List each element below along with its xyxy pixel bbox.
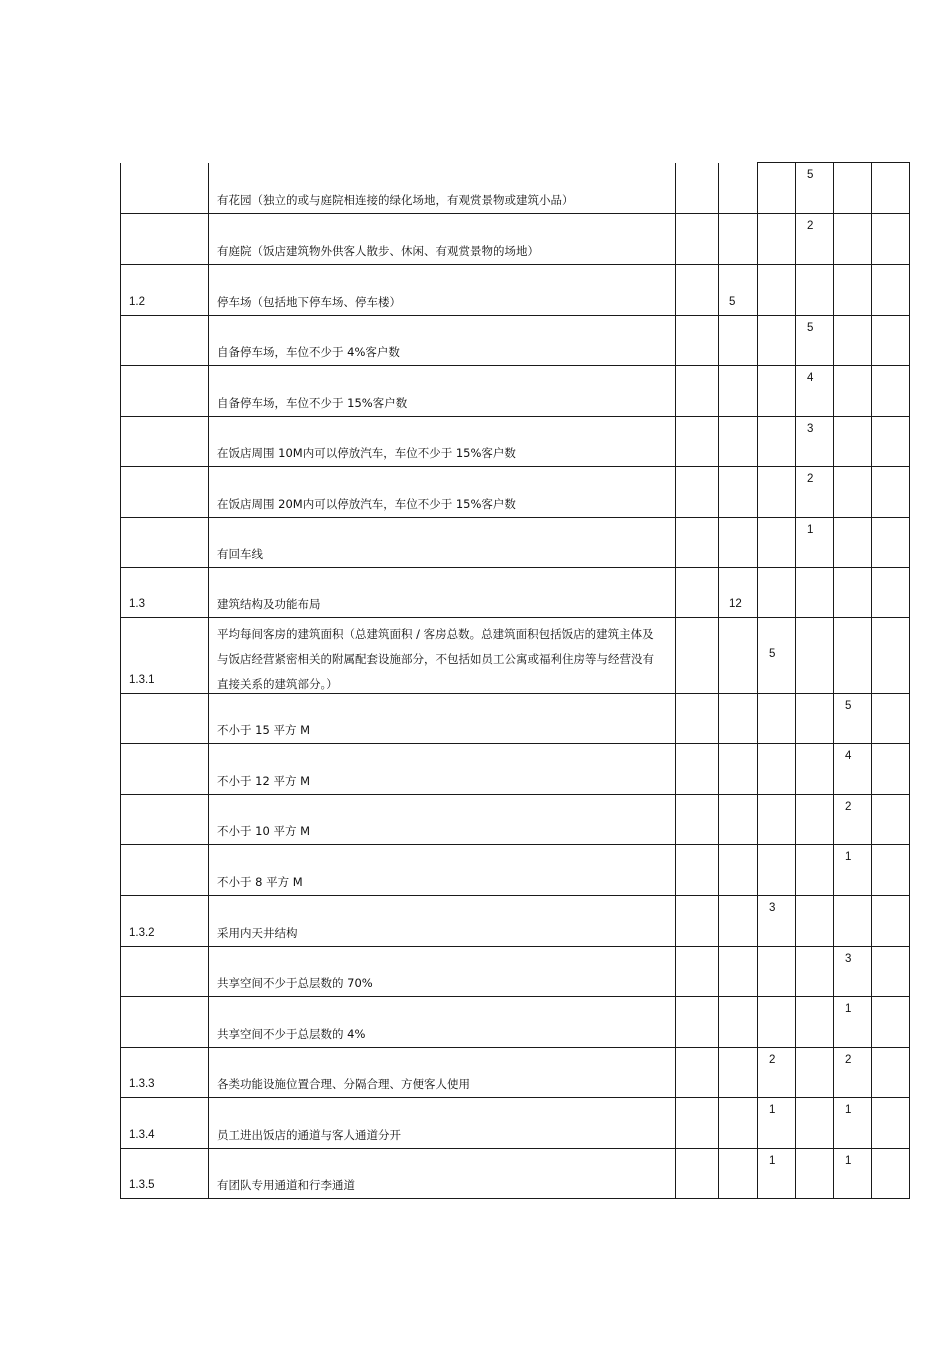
table-row: [121, 214, 910, 265]
score-cell-c3: [758, 366, 796, 417]
item-description: 有团队专用通道和行李通道: [217, 1178, 355, 1192]
score-cell-c1: [676, 896, 719, 947]
score-cell-c4: [796, 618, 834, 694]
score-cell-c2: [719, 947, 758, 997]
item-number-cell: [121, 214, 209, 265]
table-row: [121, 265, 910, 316]
score-cell-c6: [872, 694, 910, 744]
table-row: [121, 694, 910, 744]
score-cell-c1: [676, 265, 719, 316]
score-cell-c3: [758, 214, 796, 265]
score-cell-c3: [758, 163, 796, 214]
score-cell-c2: [719, 618, 758, 694]
item-description-cell: [209, 845, 676, 896]
item-number-cell: [121, 366, 209, 417]
score-cell-c6: [872, 845, 910, 896]
table-row: [121, 997, 910, 1048]
score-cell-c4: [796, 163, 834, 214]
table-row: [121, 1048, 910, 1098]
score-cell-c5: [834, 316, 872, 366]
score-cell-c2: [719, 467, 758, 518]
item-description: 在饭店周围 10M内可以停放汽车，车位不少于 15%客户数: [217, 446, 516, 460]
score-value: 5: [807, 322, 814, 334]
score-cell-c2: [719, 163, 758, 214]
score-cell-c4: [796, 214, 834, 265]
item-number: 1.2: [129, 296, 145, 308]
item-description-cell: [209, 618, 676, 694]
item-description-cell: [209, 1098, 676, 1149]
score-cell-c4: [796, 744, 834, 795]
score-cell-c6: [872, 467, 910, 518]
score-value: 1: [845, 1155, 852, 1167]
table-row: [121, 568, 910, 618]
score-cell-c1: [676, 163, 719, 214]
item-description-cell: [209, 568, 676, 618]
score-cell-c5: [834, 467, 872, 518]
score-cell-c5: [834, 694, 872, 744]
item-description: 平均每间客房的建筑面积（总建筑面积 / 客房总数。总建筑面积包括饭店的建筑主体及与饭店经营紧密相关的附属配套设施部分，不包括如员工公寓或福利住房等与经营没有直接关系的建筑部分。）: [217, 627, 654, 691]
table-row: [121, 947, 910, 997]
item-description: 各类功能设施位置合理、分隔合理、方便客人使用: [217, 1077, 470, 1091]
item-number-cell: [121, 417, 209, 467]
score-cell-c5: [834, 744, 872, 795]
score-cell-c2: [719, 568, 758, 618]
item-description: 建筑结构及功能布局: [217, 597, 321, 611]
score-cell-c6: [872, 366, 910, 417]
score-cell-c4: [796, 316, 834, 366]
score-value: 3: [845, 953, 852, 965]
table-row: [121, 1098, 910, 1149]
table-body: [121, 163, 910, 1199]
item-description: 共享空间不少于总层数的 4%: [217, 1027, 366, 1041]
score-cell-c5: [834, 997, 872, 1048]
score-value: 1: [769, 1155, 776, 1167]
item-number-cell: [121, 163, 209, 214]
item-number-cell: [121, 947, 209, 997]
score-cell-c3: [758, 997, 796, 1048]
item-number: 1.3.4: [129, 1129, 155, 1141]
score-cell-c6: [872, 947, 910, 997]
item-number-cell: [121, 896, 209, 947]
score-cell-c4: [796, 568, 834, 618]
item-number-cell: [121, 997, 209, 1048]
score-cell-c5: [834, 795, 872, 845]
score-cell-c4: [796, 947, 834, 997]
score-cell-c6: [872, 214, 910, 265]
score-cell-c4: [796, 1048, 834, 1098]
score-cell-c2: [719, 1098, 758, 1149]
item-number-cell: [121, 1048, 209, 1098]
score-cell-c6: [872, 265, 910, 316]
score-value: 5: [845, 700, 852, 712]
item-description-cell: [209, 467, 676, 518]
score-cell-c6: [872, 744, 910, 795]
item-number: 1.3.3: [129, 1078, 155, 1090]
score-value: 4: [807, 372, 814, 384]
score-cell-c1: [676, 467, 719, 518]
score-cell-c5: [834, 214, 872, 265]
score-value: 2: [807, 473, 814, 485]
score-cell-c1: [676, 316, 719, 366]
score-value: 3: [807, 423, 814, 435]
item-description-cell: [209, 265, 676, 316]
score-cell-c3: [758, 265, 796, 316]
score-value: 2: [769, 1054, 776, 1066]
score-cell-c2: [719, 1149, 758, 1199]
score-cell-c2: [719, 694, 758, 744]
item-description-cell: [209, 1149, 676, 1199]
item-description-cell: [209, 896, 676, 947]
item-description-cell: [209, 795, 676, 845]
item-description: 有花园（独立的或与庭院相连接的绿化场地，有观赏景物或建筑小品）: [217, 193, 574, 207]
item-description-cell: [209, 417, 676, 467]
score-cell-c2: [719, 265, 758, 316]
score-cell-c3: [758, 568, 796, 618]
score-value: 4: [845, 750, 852, 762]
score-cell-c3: [758, 417, 796, 467]
score-cell-c3: [758, 1048, 796, 1098]
score-cell-c5: [834, 366, 872, 417]
item-description-cell: [209, 518, 676, 568]
score-cell-c1: [676, 845, 719, 896]
item-description-cell: [209, 214, 676, 265]
score-cell-c3: [758, 947, 796, 997]
score-cell-c5: [834, 163, 872, 214]
score-cell-c2: [719, 896, 758, 947]
table-row: [121, 518, 910, 568]
score-cell-c2: [719, 214, 758, 265]
score-cell-c5: [834, 265, 872, 316]
score-cell-c1: [676, 997, 719, 1048]
score-value: 5: [769, 648, 776, 660]
item-description: 不小于 12 平方 M: [217, 774, 311, 788]
score-cell-c3: [758, 467, 796, 518]
score-cell-c2: [719, 795, 758, 845]
item-description: 共享空间不少于总层数的 70%: [217, 976, 373, 990]
item-description: 不小于 15 平方 M: [217, 723, 311, 737]
score-value: 3: [769, 902, 776, 914]
table-row: [121, 366, 910, 417]
score-value: 1: [845, 1104, 852, 1116]
score-cell-c5: [834, 947, 872, 997]
score-cell-c4: [796, 694, 834, 744]
scoring-table: [120, 162, 910, 1199]
score-value: 12: [729, 598, 742, 610]
item-description: 采用内天井结构: [217, 926, 298, 940]
item-number-cell: [121, 795, 209, 845]
score-cell-c6: [872, 163, 910, 214]
score-cell-c4: [796, 997, 834, 1048]
item-number-cell: [121, 845, 209, 896]
table-row: [121, 163, 910, 214]
score-cell-c4: [796, 265, 834, 316]
score-cell-c5: [834, 1149, 872, 1199]
score-cell-c6: [872, 1048, 910, 1098]
score-cell-c2: [719, 316, 758, 366]
score-cell-c1: [676, 947, 719, 997]
score-cell-c4: [796, 366, 834, 417]
item-number-cell: [121, 316, 209, 366]
score-cell-c5: [834, 518, 872, 568]
score-cell-c3: [758, 316, 796, 366]
score-cell-c5: [834, 1098, 872, 1149]
item-description-cell: [209, 1048, 676, 1098]
score-cell-c1: [676, 618, 719, 694]
item-description: 有庭院（饭店建筑物外供客人散步、休闲、有观赏景物的场地）: [217, 244, 539, 258]
item-description: 自备停车场，车位不少于 4%客户数: [217, 345, 400, 359]
score-cell-c6: [872, 1149, 910, 1199]
table-row: [121, 618, 910, 694]
score-cell-c3: [758, 845, 796, 896]
score-cell-c4: [796, 845, 834, 896]
score-value: 2: [845, 801, 852, 813]
score-cell-c5: [834, 1048, 872, 1098]
score-value: 1: [845, 851, 852, 863]
score-cell-c4: [796, 1098, 834, 1149]
score-cell-c1: [676, 518, 719, 568]
score-cell-c5: [834, 568, 872, 618]
table-row: [121, 845, 910, 896]
score-cell-c2: [719, 845, 758, 896]
score-cell-c3: [758, 1149, 796, 1199]
score-cell-c1: [676, 214, 719, 265]
item-description-cell: [209, 316, 676, 366]
score-value: 2: [807, 220, 814, 232]
score-cell-c5: [834, 845, 872, 896]
score-cell-c1: [676, 744, 719, 795]
score-value: 1: [769, 1104, 776, 1116]
score-cell-c1: [676, 1048, 719, 1098]
score-cell-c2: [719, 518, 758, 568]
score-cell-c4: [796, 896, 834, 947]
score-cell-c4: [796, 467, 834, 518]
score-cell-c1: [676, 366, 719, 417]
score-value: 1: [807, 524, 814, 536]
item-description: 自备停车场，车位不少于 15%客户数: [217, 396, 408, 410]
item-description: 不小于 8 平方 M: [217, 875, 303, 889]
item-description-cell: [209, 997, 676, 1048]
score-value: 1: [845, 1003, 852, 1015]
score-cell-c6: [872, 568, 910, 618]
item-description-cell: [209, 744, 676, 795]
item-description: 员工进出饭店的通道与客人通道分开: [217, 1128, 401, 1142]
item-number-cell: [121, 518, 209, 568]
score-cell-c6: [872, 1098, 910, 1149]
table-row: [121, 744, 910, 795]
item-description-cell: [209, 366, 676, 417]
score-cell-c2: [719, 366, 758, 417]
score-cell-c3: [758, 795, 796, 845]
score-cell-c1: [676, 694, 719, 744]
score-cell-c6: [872, 795, 910, 845]
table-row: [121, 1149, 910, 1199]
item-number: 1.3.1: [129, 674, 155, 686]
item-description-cell: [209, 947, 676, 997]
table-row: [121, 316, 910, 366]
score-cell-c5: [834, 417, 872, 467]
score-cell-c6: [872, 896, 910, 947]
score-cell-c2: [719, 1048, 758, 1098]
score-value: 2: [845, 1054, 852, 1066]
item-number: 1.3.5: [129, 1179, 155, 1191]
score-cell-c4: [796, 795, 834, 845]
score-cell-c6: [872, 316, 910, 366]
item-number-cell: [121, 1149, 209, 1199]
score-cell-c3: [758, 618, 796, 694]
item-description: 有回车线: [217, 547, 263, 561]
score-cell-c3: [758, 744, 796, 795]
table-row: [121, 795, 910, 845]
score-cell-c5: [834, 618, 872, 694]
score-cell-c3: [758, 896, 796, 947]
item-number-cell: [121, 265, 209, 316]
score-cell-c3: [758, 694, 796, 744]
table-row: [121, 467, 910, 518]
item-number-cell: [121, 568, 209, 618]
item-number: 1.3.2: [129, 927, 155, 939]
score-cell-c6: [872, 618, 910, 694]
score-cell-c6: [872, 417, 910, 467]
table-row: [121, 417, 910, 467]
item-description: 停车场（包括地下停车场、停车楼）: [217, 295, 401, 309]
item-number-cell: [121, 467, 209, 518]
item-description-cell: [209, 163, 676, 214]
item-number-cell: [121, 618, 209, 694]
score-cell-c3: [758, 1098, 796, 1149]
score-cell-c3: [758, 518, 796, 568]
item-number-cell: [121, 694, 209, 744]
item-number-cell: [121, 744, 209, 795]
table-row: [121, 896, 910, 947]
score-cell-c2: [719, 744, 758, 795]
score-cell-c4: [796, 518, 834, 568]
score-cell-c2: [719, 417, 758, 467]
item-number: 1.3: [129, 598, 145, 610]
score-cell-c1: [676, 795, 719, 845]
score-cell-c2: [719, 997, 758, 1048]
score-cell-c1: [676, 417, 719, 467]
score-cell-c1: [676, 568, 719, 618]
score-cell-c4: [796, 1149, 834, 1199]
item-description-cell: [209, 694, 676, 744]
score-cell-c6: [872, 997, 910, 1048]
score-value: 5: [729, 296, 736, 308]
item-description: 不小于 10 平方 M: [217, 824, 311, 838]
score-value: 5: [807, 169, 814, 181]
score-cell-c6: [872, 518, 910, 568]
score-cell-c1: [676, 1149, 719, 1199]
score-cell-c5: [834, 896, 872, 947]
score-cell-c1: [676, 1098, 719, 1149]
score-cell-c4: [796, 417, 834, 467]
item-number-cell: [121, 1098, 209, 1149]
item-description: 在饭店周围 20M内可以停放汽车，车位不少于 15%客户数: [217, 497, 516, 511]
